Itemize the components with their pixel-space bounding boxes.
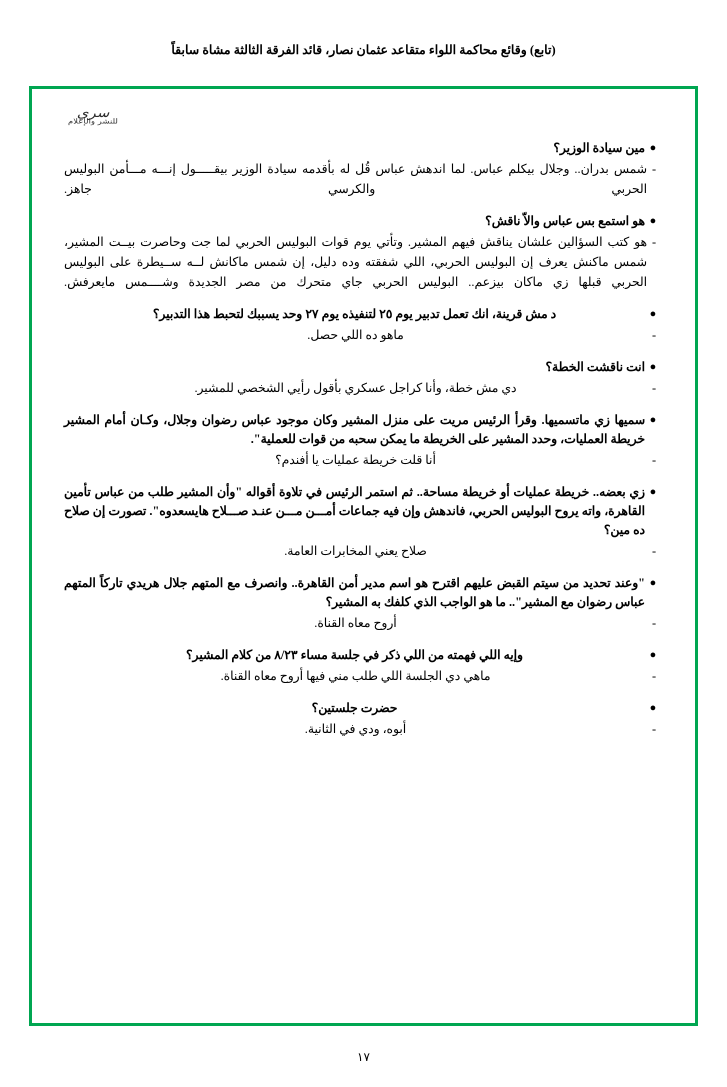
- question-line: [62, 358, 661, 377]
- answer-text: دي مش خطة، وأنا كراجل عسكري بأقول رأيي الشخصي للمشير.: [194, 380, 517, 395]
- dash-icon: -: [651, 668, 657, 683]
- question-line: [62, 212, 661, 231]
- question-line: [62, 699, 661, 718]
- page-number: ١٧: [357, 1050, 370, 1064]
- question-line: [62, 305, 661, 324]
- answer-text: هو كتب السؤالين علشان يناقش فيهم المشير. وتأتي يوم قوات البوليس الحربي لما جت وحاصرت بيــت المشير، شمس ماكنش يعرف إن البوليس الحربي، اللي شفقته وده دليل، إن شمس ماكانش لــه ســيطرة على البوليس الحربي قبلها زي ماكان بيزعم.. البوليس الحربي جاي متحرك من مصر الجديدة وشــــمس مايعرفش.: [64, 234, 647, 289]
- dash-icon: -: [651, 162, 657, 177]
- answer-line: [62, 233, 661, 293]
- answer-line: [62, 379, 661, 399]
- qa-block: [62, 574, 661, 634]
- qa-block: [62, 483, 661, 562]
- question-text: زي بعضه.. خريطة عمليات أو خريطة مساحة.. ثم استمر الرئيس في تلاوة أقواله "وأن المشير طلب من عباس تأمين القاهرة، واته يروح البوليس الحربي، فاندهش وإن فيه جماعات أمـــن مـــن عنـد صـــلاح هايسعدوه". تصورت إن صلاح ده مين؟: [64, 484, 645, 537]
- question-line: [62, 411, 661, 449]
- bullet-icon: ●: [649, 142, 657, 154]
- bullet-icon: ●: [649, 648, 657, 661]
- answer-line: [62, 614, 661, 634]
- answer-line: [62, 326, 661, 346]
- bullet-icon: ●: [649, 360, 657, 373]
- logo-line-2: للنشر والإعلام: [68, 117, 118, 127]
- content-frame: [29, 86, 698, 1026]
- dash-icon: -: [651, 543, 657, 558]
- answer-text: ماهي دي الجلسة اللي طلب مني فيها أروح معاه القناة.: [220, 668, 491, 683]
- answer-line: [62, 542, 661, 562]
- question-line: [62, 646, 661, 665]
- dash-icon: -: [651, 234, 657, 249]
- question-line: [62, 574, 661, 612]
- content-body: [32, 89, 695, 1023]
- question-text: هو استمع بس عباس والاّ ناقش؟: [485, 213, 645, 228]
- answer-text: أبوه، ودي في الثانية.: [304, 721, 407, 736]
- bullet-icon: ●: [649, 701, 657, 714]
- publisher-logo: [62, 105, 661, 139]
- qa-block: [62, 358, 661, 399]
- answer-text: شمس بدران.. وجلال بيكلم عباس. لما اندهش عباس قُل له بأقدمه سيادة الوزير بيقـــــول إنـــه مـــأمن البوليس الحربي والكرسي جاهز.: [64, 162, 647, 196]
- dash-icon: -: [651, 452, 657, 467]
- question-text: مين سيادة الوزير؟: [553, 141, 645, 155]
- answer-line: [62, 720, 661, 740]
- answer-text: ماهو ده اللي حصل.: [307, 327, 404, 342]
- answer-text: أروح معاه القناة.: [314, 615, 397, 630]
- dash-icon: -: [651, 615, 657, 630]
- question-text: د مش قرينة، انك تعمل تدبير يوم ٢٥ لتنفيذه يوم ٢٧ وحد يسببك لتحبط هذا التدبير؟: [152, 306, 557, 321]
- logo-mark: [68, 104, 118, 127]
- bullet-icon: ●: [649, 214, 657, 227]
- answer-text: صلاح يعني المخابرات العامة.: [284, 543, 427, 558]
- answer-line: [62, 160, 661, 200]
- answer-line: [62, 451, 661, 471]
- dash-icon: -: [651, 327, 657, 342]
- question-text: "وعند تحديد من سيتم القبض عليهم اقترح هو اسم مدير أمن القاهرة.. وانصرف مع المتهم جلال هريدي تاركاً المتهم عباس رضوان مع المشير".. ما هو الواجب الذي كلفك به المشير؟: [64, 575, 645, 609]
- bullet-icon: ●: [649, 413, 657, 426]
- question-line: [62, 139, 661, 158]
- qa-block: [62, 139, 661, 200]
- question-text: وإيه اللي فهمته من اللي ذكر في جلسة مساء ٨/٢٣ من كلام المشير؟: [186, 647, 523, 662]
- question-text: حضرت جلستين؟: [311, 700, 398, 715]
- qa-block: [62, 699, 661, 740]
- question-line: [62, 483, 661, 540]
- question-text: انت ناقشت الخطة؟: [545, 359, 645, 374]
- answer-text: أنا قلت خريطة عمليات يا أفندم؟: [275, 452, 436, 467]
- logo-line-1: سري: [76, 104, 110, 121]
- bullet-icon: ●: [649, 485, 657, 498]
- page-header-title: (تابع) وقائع محاكمة اللواء متقاعد عثمان نصار، قائد الفرقة الثالثة مشاة سابقاً: [171, 43, 556, 57]
- qa-block: [62, 646, 661, 687]
- question-text: سميها زي ماتسميها. وقرأ الرئيس مريت على منزل المشير وكان موجود عباس رضوان وجلال، وكـان أمام المشير خريطة العمليات، وحدد المشير على الخريطة ما يمكن سحبه من قوات للعملية".: [64, 412, 645, 446]
- qa-block: [62, 411, 661, 471]
- answer-line: [62, 667, 661, 687]
- dash-icon: -: [651, 721, 657, 736]
- dash-icon: -: [651, 380, 657, 395]
- bullet-icon: ●: [649, 307, 657, 320]
- qa-block: [62, 305, 661, 346]
- bullet-icon: ●: [649, 576, 657, 589]
- qa-block: [62, 212, 661, 293]
